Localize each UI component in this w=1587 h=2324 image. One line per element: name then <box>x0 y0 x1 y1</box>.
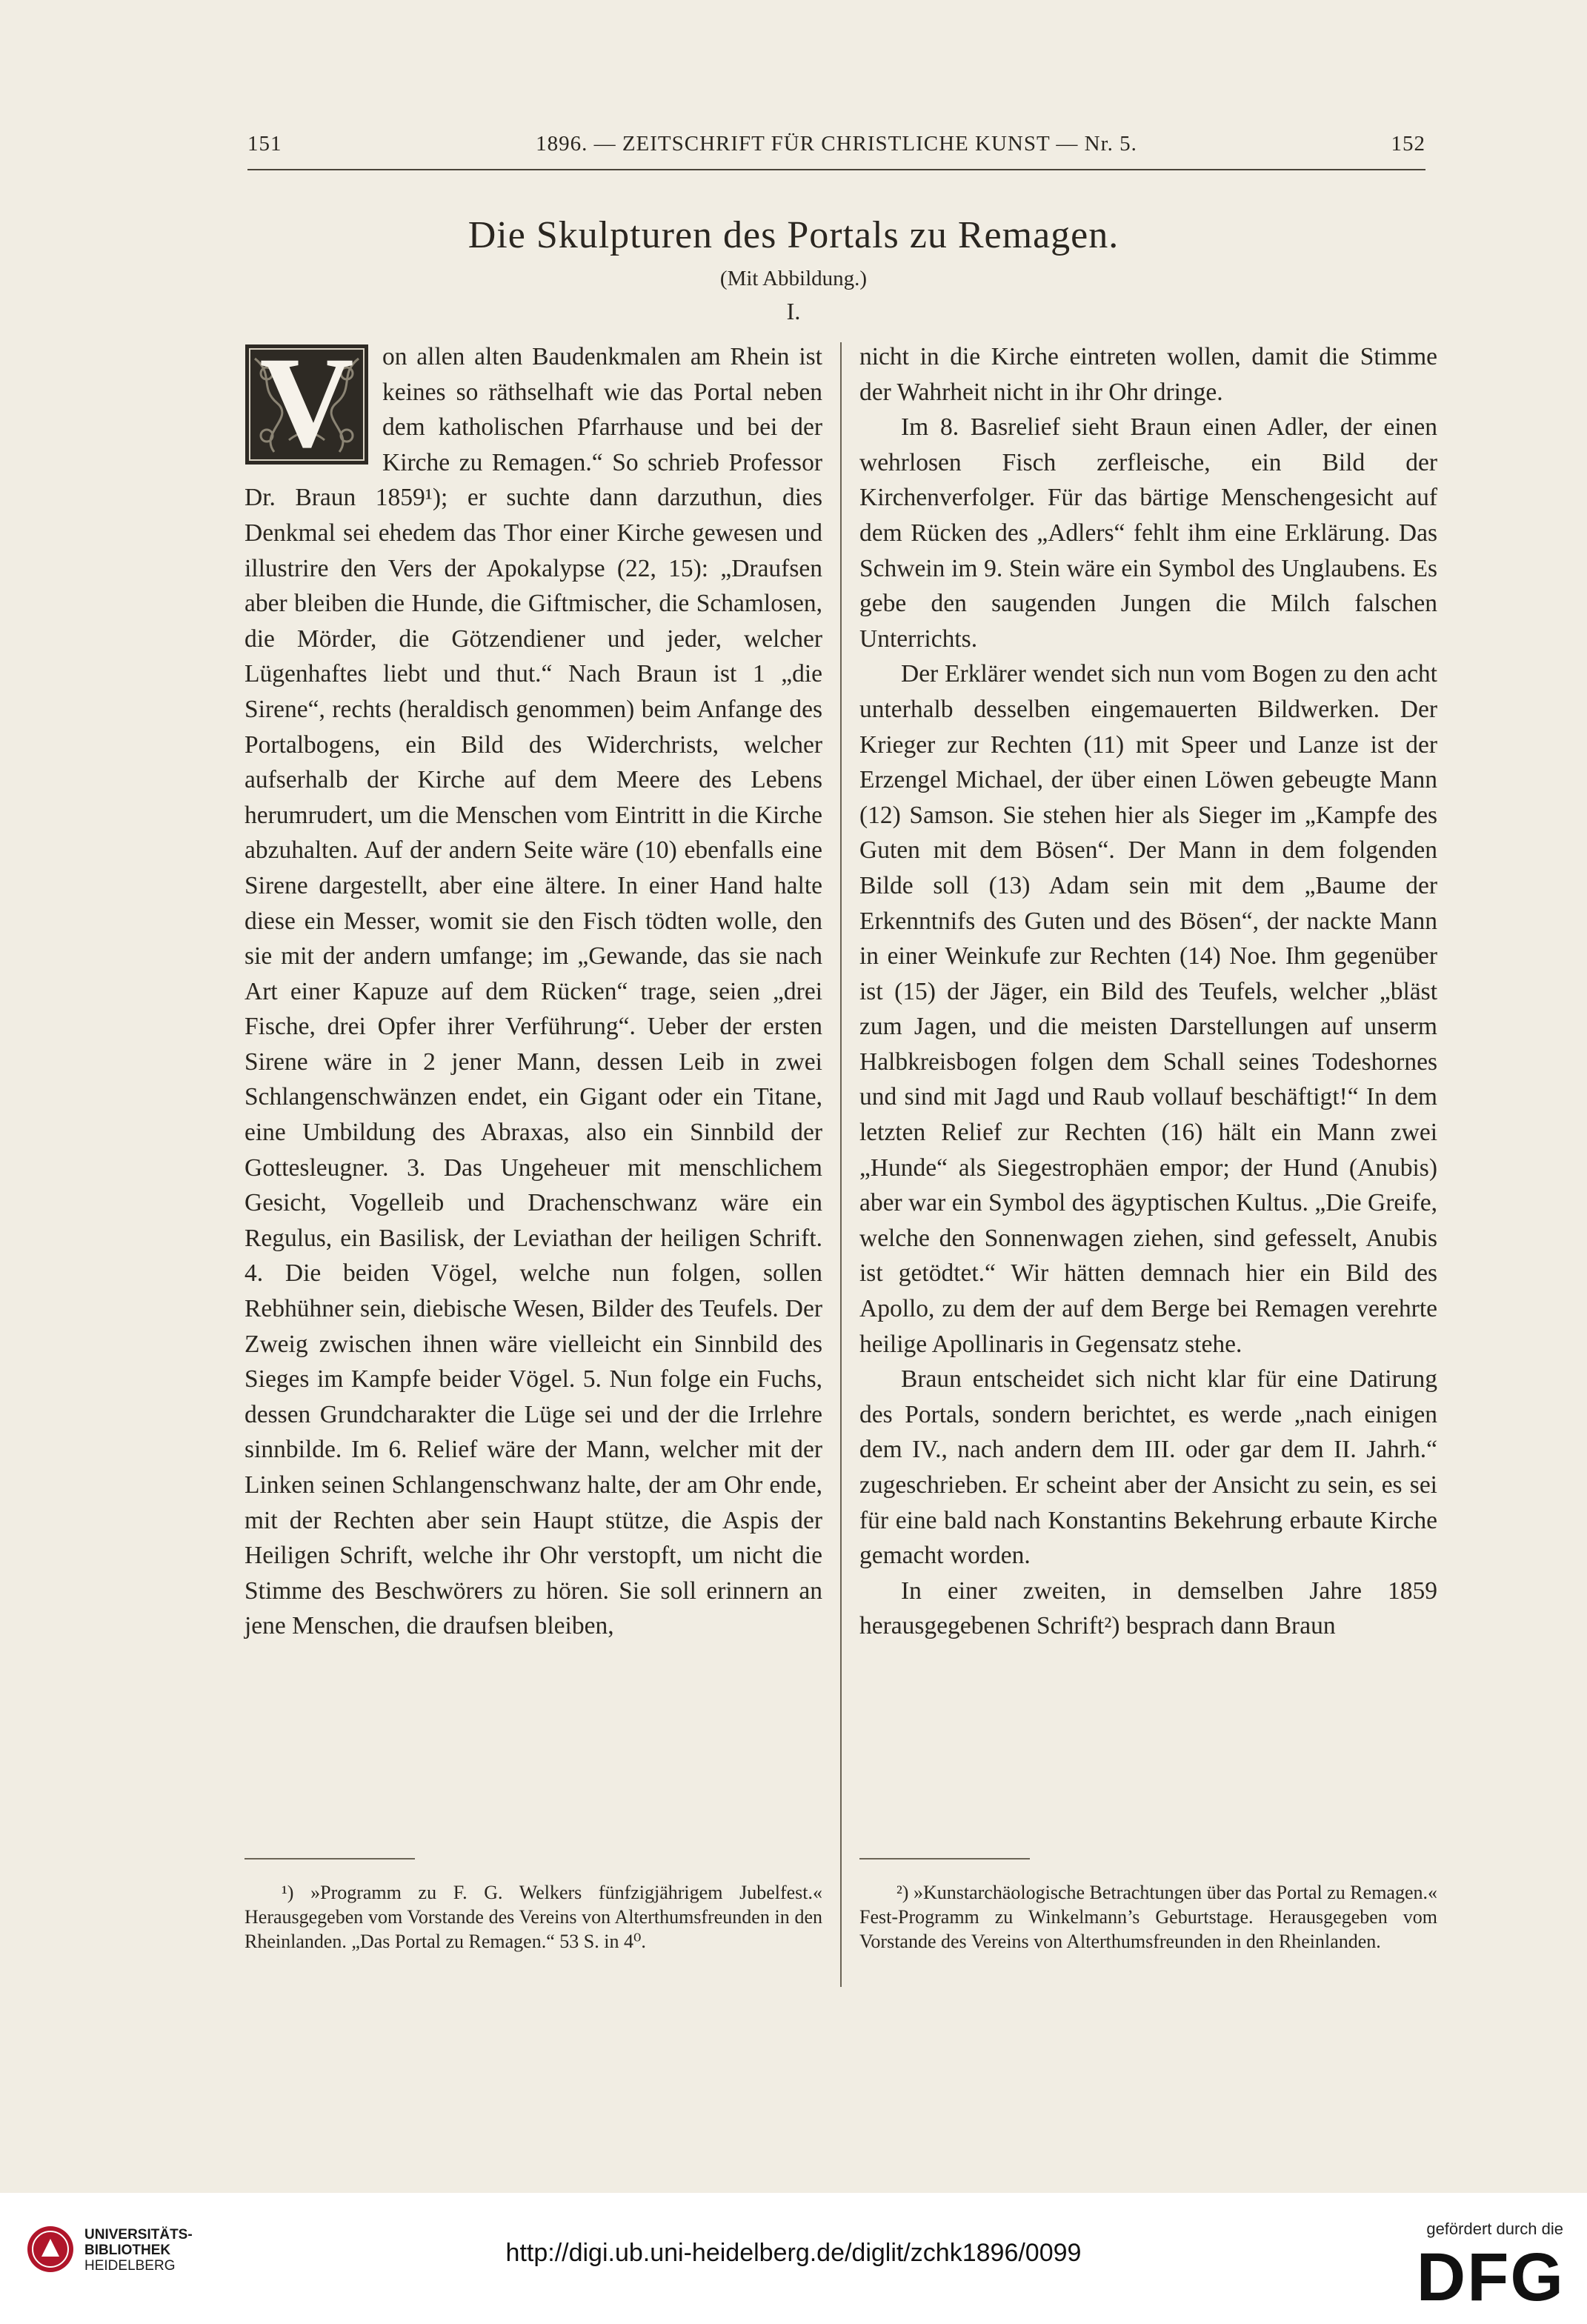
header-rule <box>247 169 1425 170</box>
viewer-footer <box>0 2193 1587 2324</box>
right-column <box>859 339 1437 1644</box>
running-title: 1896. — ZEITSCHRIFT FÜR CHRISTLICHE KUNST — Nr. 5. <box>536 132 1137 156</box>
right-paragraph: Der Erklärer wendet sich nun vom Bogen zu den acht unterhalb desselben eingemauerten Bildwerken. Der Krieger zur Rechten (11) mit Speer und Lanze ist der Erzengel Michael, der über einen Löwen gebeugte Mann (12) Samson. Sie stehen hier als Sieger im „Kampfe des Guten mit dem Bösen“. Der Mann in dem folgenden Bilde soll (13) Adam sein mit dem „Baume der Erkenntnifs des Guten und des Bösen“, der nackte Mann in einer Weinkufe zur Rechten (14) Noe. Ihm gegenüber ist (15) der Jäger, ein Bild des Teufels, welcher „bläst zum Jagen, und die meisten Darstellungen auf unserm Halbkreisbogen folgen dem Schall seines Todeshornes und sind mit Jagd und Raub vollauf beschäftigt!“ In dem letzten Relief zur Rechten (16) hält ein Mann zwei „Hunde“ als Siegestrophäen empor; der Hund (Anubis) aber war ein Symbol des ägyptischen Kultus. „Die Greife, welche den Sonnenwagen ziehen, sind gefesselt, Anubis ist getödtet.“ Wir hätten demnach hier ein Bild des Apollo, zu dem der auf dem Berge bei Remagen verehrte heilige Apollinaris in Gegensatz stehe. <box>859 660 1437 1358</box>
right-paragraph: Im 8. Basrelief sieht Braun einen Adler, der einen wehrlosen Fisch zerfleische, ein Bild der Kirchenverfolger. Für das bärtige Menschengesicht auf dem Rücken des „Adlers“ fehlt ihm eine Erklärung. Das Schwein im 9. Stein wäre ein Symbol des Unglaubens. Es gebe den saugenden Jungen die Milch falschen Unterrichts. <box>859 413 1437 653</box>
library-line: HEIDELBERG <box>84 2258 176 2274</box>
left-paragraph: on allen alten Baudenkmalen am Rhein ist keines so räthselhaft wie das Portal neben dem katholischen Pfarrhause und bei der Kirche zu Remagen.“ So schrieb Professor Dr. Braun 1859¹); er suchte dann darzuthun, dies Denkmal sei ehedem das Thor einer Kirche gewesen und illustrire den Vers der Apokalypse (22, 15): „Draufsen aber bleiben die Hunde, die Giftmischer, die Schamlosen, die Mörder, die Götzendiener und jeder, welcher Lügenhaftes liebt und thut.“ Nach Braun ist 1 „die Sirene“, rechts (heraldisch genommen) beim Anfange des Portalbogens, ein Bild des Widerchrists, welcher aufserhalb der Kirche auf dem Meere des Lebens herumrudert, um die Menschen vom Eintritt in die Kirche abzuhalten. Auf der andern Seite wäre (10) ebenfalls eine Sirene dargestellt, aber eine ältere. In einer Hand halte diese ein Messer, womit sie den Fisch tödten wolle, den sie mit der andern umfange; im „Gewande, das sie nach Art einer Kapuze auf dem Rücken“ trage, seien „drei Fische, drei Opfer ihrer Verführung“. Ueber der ersten Sirene wäre in 2 jener Mann, dessen Leib in zwei Schlangenschwänzen endet, ein Gigant oder ein Titane, eine Umbildung des Abraxas, also ein Sinnbild der Gottesleugner. 3. Das Ungeheuer mit menschlichem Gesicht, Vogelleib und Drachenschwanz wäre ein Regulus, ein Basilisk, der Leviathan der heiligen Schrift. 4. Die beiden Vögel, welche nun folgen, sollen Rebhühner sein, diebische Wesen, Bilder des Teufels. Der Zweig zwischen ihnen wäre vielleicht ein Sinnbild des Sieges im Kampfe beider Vögel. 5. Nun folge ein Fuchs, dessen Grundcharakter die Lüge sei und der die Irrlehre sinnbilde. Im 6. Relief wäre der Mann, welcher mit der Linken seinen Schlangenschwanz halte, der am Ohr ende, mit der Rechten aber sein Haupt stütze, die Aspis der Heiligen Schrift, welche ihr Ohr verstopft, um nicht die Stimme des Beschwörers zu hören. Sie soll erinnern an jene Menschen, die draufsen bleiben, <box>244 343 822 1640</box>
right-paragraph: nicht in die Kirche eintreten wollen, damit die Stimme der Wahrheit nicht in ihr Ohr dringe. <box>859 343 1437 406</box>
column-divider <box>840 342 842 1987</box>
library-line: UNIVERSITÄTS- <box>84 2227 193 2243</box>
running-header <box>247 132 1425 169</box>
permalink-url[interactable]: http://digi.ub.uni-heidelberg.de/diglit/zchk1896/0099 <box>505 2239 1082 2267</box>
ornamental-initial <box>244 330 369 475</box>
page-number-left: 151 <box>247 132 282 156</box>
footnote-left: ¹) »Programm zu F. G. Welkers fünfzigjährigem Jubelfest.« Herausgegeben vom Vorstande des Vereins von Alterthumsfreunden in den Rheinlanden. „Das Portal zu Remagen.“ 53 S. in 4⁰. <box>244 1882 822 1952</box>
footnote-rule-left <box>244 1858 415 1859</box>
footnote-rule-right <box>859 1858 1030 1859</box>
dfg-logo: DFG <box>1416 2240 1565 2315</box>
article-subtitle: (Mit Abbildung.) <box>719 267 868 290</box>
library-line: BIBLIOTHEK <box>84 2243 171 2258</box>
footnote-right: ²) »Kunstarchäologische Betrachtungen über das Portal zu Remagen.« Fest-Programm zu Winkelmann’s Geburtstage. Herausgegeben vom Vorstande des Vereins von Alterthumsfreunden in den Rheinlanden. <box>859 1882 1437 1952</box>
right-paragraph: Braun entscheidet sich nicht klar für eine Datirung des Portals, sondern berichtet, es werde „nach einigen dem IV., nach andern dem III. oder gar dem II. Jahrh.“ zugeschrieben. Er scheint aber der Ansicht zu sein, es sei für eine bald nach Konstantins Bekehrung erbaute Kirche gemacht worden. <box>859 1365 1437 1570</box>
right-paragraph: In einer zweiten, in demselben Jahre 1859 herausgegebenen Schrift²) besprach dann Braun <box>859 1576 1437 1640</box>
funding-note: gefördert durch die <box>1426 2220 1563 2238</box>
article-title: Die Skulpturen des Portals zu Remagen. <box>468 214 1119 256</box>
dropcap-letter: V <box>259 330 354 475</box>
section-number: I. <box>786 298 801 324</box>
page-number-right: 152 <box>1391 132 1425 156</box>
left-column <box>244 330 822 1644</box>
